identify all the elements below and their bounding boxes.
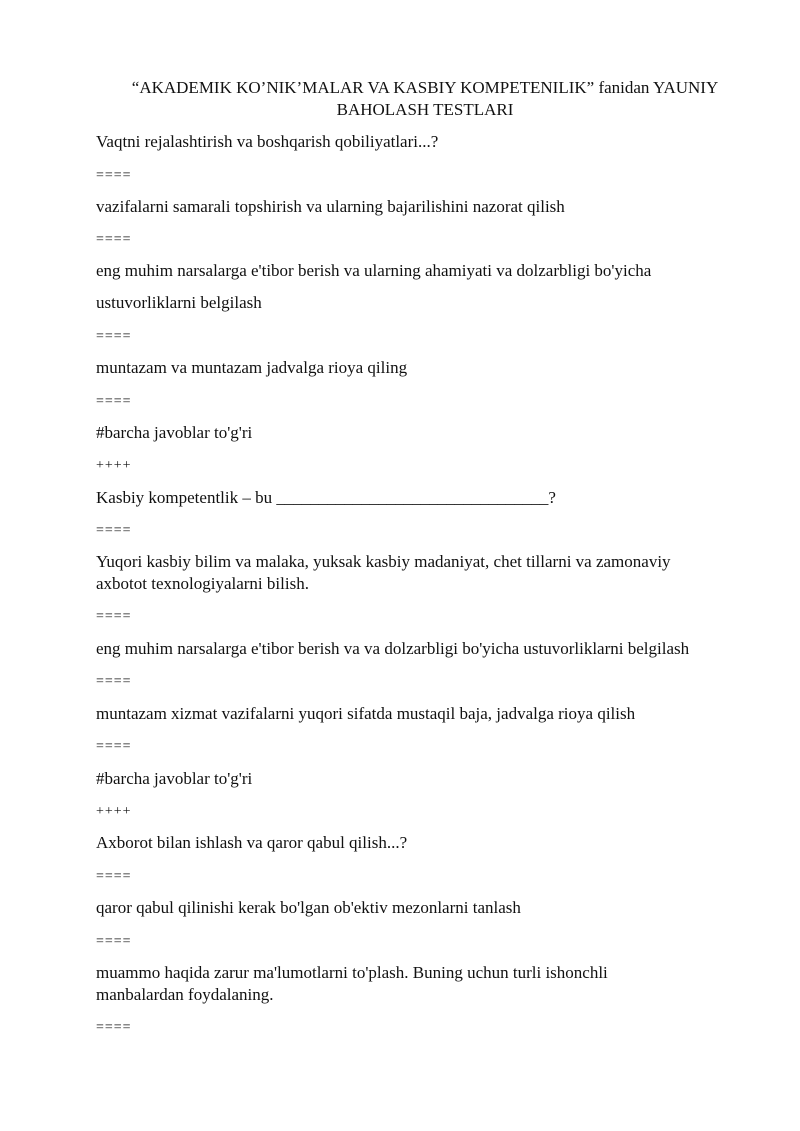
separator: ==== xyxy=(96,739,132,754)
question-1: Vaqtni rejalashtirish va boshqarish qobiliyatlari...? xyxy=(96,132,439,151)
answer-2-correct: #barcha javoblar to'g'ri xyxy=(96,769,253,788)
title-line-2: BAHOLASH TESTLARI xyxy=(336,100,514,119)
question-2: Kasbiy kompetentlik – bu ________________________________? xyxy=(96,488,556,507)
answer-3-2-line-1: muammo haqida zarur ma'lumotlarni to'plash. Buning uchun turli ishonchli xyxy=(96,963,608,982)
separator: ==== xyxy=(96,609,132,624)
answer-3-1: qaror qabul qilinishi kerak bo'lgan ob'ektiv mezonlarni tanlash xyxy=(96,898,521,917)
question-separator: ++++ xyxy=(96,804,132,819)
separator: ==== xyxy=(96,394,132,409)
question-separator: ++++ xyxy=(96,458,132,473)
document-title xyxy=(80,77,770,121)
answer-2-3: muntazam xizmat vazifalarni yuqori sifatda mustaqil baja, jadvalga rioya qilish xyxy=(96,704,636,723)
question-3: Axborot bilan ishlash va qaror qabul qilish...? xyxy=(96,833,408,852)
title-line-1: “AKADEMIK KO’NIK’MALAR VA KASBIY KOMPETENILIK” fanidan YAUNIY xyxy=(131,78,719,97)
answer-1-correct: #barcha javoblar to'g'ri xyxy=(96,423,253,442)
answer-2-1-line-2: axbotot texnologiyalarni bilish. xyxy=(96,574,309,593)
answer-1-2-line-1: eng muhim narsalarga e'tibor berish va ularning ahamiyati va dolzarbligi bo'yicha xyxy=(96,261,652,280)
separator: ==== xyxy=(96,674,132,689)
separator: ==== xyxy=(96,168,132,183)
answer-2-2: eng muhim narsalarga e'tibor berish va va dolzarbligi bo'yicha ustuvorliklarni belgilash xyxy=(96,639,690,658)
answer-1-1: vazifalarni samarali topshirish va ularning bajarilishini nazorat qilish xyxy=(96,197,565,216)
answer-1-3: muntazam va muntazam jadvalga rioya qiling xyxy=(96,358,408,377)
separator: ==== xyxy=(96,869,132,884)
answer-2-1-line-1: Yuqori kasbiy bilim va malaka, yuksak kasbiy madaniyat, chet tillarni va zamonaviy xyxy=(96,552,671,571)
separator: ==== xyxy=(96,329,132,344)
separator: ==== xyxy=(96,523,132,538)
separator: ==== xyxy=(96,1020,132,1035)
answer-3-2-line-2: manbalardan foydalaning. xyxy=(96,985,274,1004)
separator: ==== xyxy=(96,232,132,247)
separator: ==== xyxy=(96,934,132,949)
answer-1-2-line-2: ustuvorliklarni belgilash xyxy=(96,293,262,312)
